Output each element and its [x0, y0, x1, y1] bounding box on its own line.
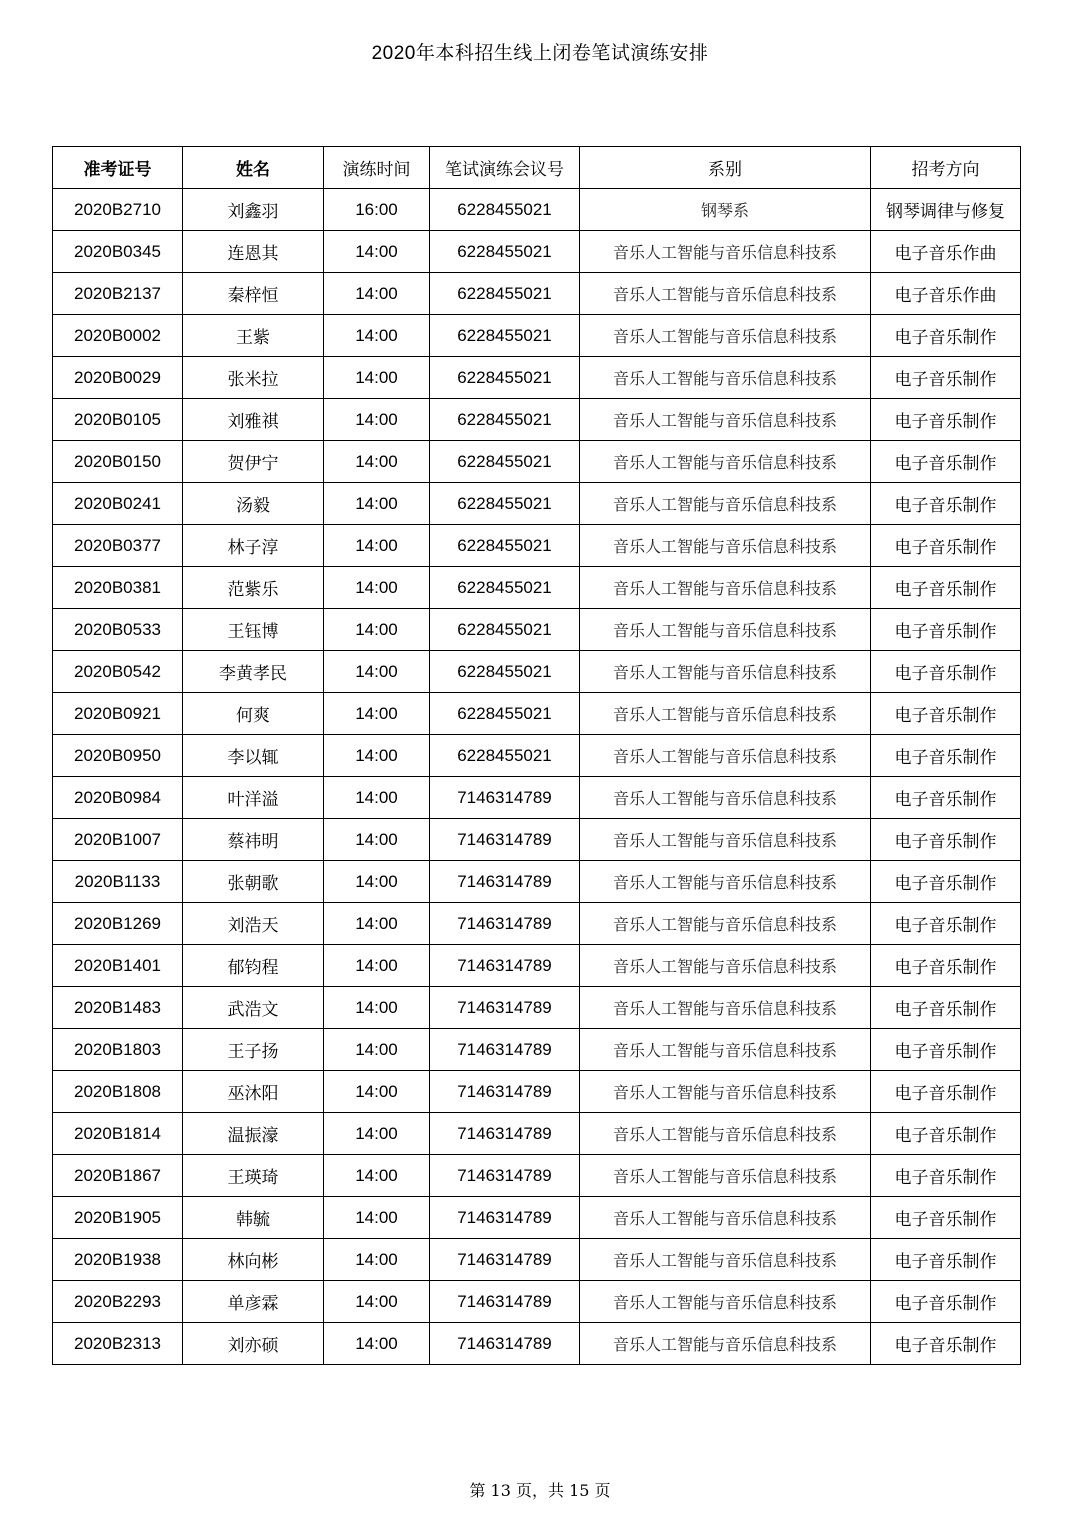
cell-time: 14:00: [324, 1239, 430, 1281]
cell-exam-id: 2020B1814: [53, 1113, 183, 1155]
cell-name: 林子淳: [183, 525, 324, 567]
cell-name: 刘浩天: [183, 903, 324, 945]
cell-major: 电子音乐制作: [871, 1239, 1021, 1281]
cell-meeting-id: 6228455021: [430, 651, 580, 693]
cell-meeting-id: 7146314789: [430, 861, 580, 903]
cell-department: 音乐人工智能与音乐信息科技系: [580, 357, 871, 399]
cell-name: 蔡祎明: [183, 819, 324, 861]
cell-time: 14:00: [324, 819, 430, 861]
cell-name: 韩毓: [183, 1197, 324, 1239]
table-row: [53, 231, 1021, 273]
cell-name: 李以辄: [183, 735, 324, 777]
header-department: 系别: [580, 147, 871, 189]
cell-time: 14:00: [324, 987, 430, 1029]
cell-time: 14:00: [324, 1029, 430, 1071]
cell-major: 电子音乐制作: [871, 525, 1021, 567]
table-row: [53, 777, 1021, 819]
header-meeting-id: 笔试演练会议号: [430, 147, 580, 189]
cell-exam-id: 2020B1269: [53, 903, 183, 945]
cell-meeting-id: 6228455021: [430, 525, 580, 567]
cell-department: 音乐人工智能与音乐信息科技系: [580, 1155, 871, 1197]
cell-major: 电子音乐制作: [871, 1281, 1021, 1323]
cell-department: 音乐人工智能与音乐信息科技系: [580, 1323, 871, 1365]
cell-name: 连恩其: [183, 231, 324, 273]
cell-meeting-id: 7146314789: [430, 1323, 580, 1365]
cell-time: 14:00: [324, 1113, 430, 1155]
cell-meeting-id: 6228455021: [430, 567, 580, 609]
page-number: 第 13 页，共 15 页: [469, 1481, 611, 1500]
page-title: 2020年本科招生线上闭卷笔试演练安排: [371, 43, 709, 64]
cell-name: 王子扬: [183, 1029, 324, 1071]
cell-department: 音乐人工智能与音乐信息科技系: [580, 651, 871, 693]
cell-exam-id: 2020B0029: [53, 357, 183, 399]
cell-name: 刘雅祺: [183, 399, 324, 441]
table-body: [53, 189, 1021, 1365]
cell-meeting-id: 7146314789: [430, 819, 580, 861]
cell-time: 14:00: [324, 693, 430, 735]
cell-major: 电子音乐制作: [871, 315, 1021, 357]
cell-exam-id: 2020B0345: [53, 231, 183, 273]
cell-exam-id: 2020B0105: [53, 399, 183, 441]
cell-major: 电子音乐制作: [871, 903, 1021, 945]
cell-exam-id: 2020B1803: [53, 1029, 183, 1071]
cell-department: 音乐人工智能与音乐信息科技系: [580, 273, 871, 315]
cell-department: 音乐人工智能与音乐信息科技系: [580, 987, 871, 1029]
cell-major: 电子音乐制作: [871, 483, 1021, 525]
table-row: [53, 609, 1021, 651]
table-row: [53, 189, 1021, 231]
cell-name: 武浩文: [183, 987, 324, 1029]
cell-time: 14:00: [324, 315, 430, 357]
cell-name: 巫沐阳: [183, 1071, 324, 1113]
table-row: [53, 819, 1021, 861]
cell-time: 14:00: [324, 945, 430, 987]
cell-major: 电子音乐制作: [871, 987, 1021, 1029]
cell-name: 刘亦硕: [183, 1323, 324, 1365]
cell-name: 单彦霖: [183, 1281, 324, 1323]
cell-department: 音乐人工智能与音乐信息科技系: [580, 693, 871, 735]
cell-time: 14:00: [324, 525, 430, 567]
cell-major: 电子音乐制作: [871, 441, 1021, 483]
cell-name: 李黄孝民: [183, 651, 324, 693]
cell-major: 电子音乐制作: [871, 1071, 1021, 1113]
cell-major: 电子音乐制作: [871, 693, 1021, 735]
cell-exam-id: 2020B0921: [53, 693, 183, 735]
cell-name: 汤毅: [183, 483, 324, 525]
cell-time: 14:00: [324, 357, 430, 399]
table-row: [53, 1113, 1021, 1155]
cell-time: 14:00: [324, 777, 430, 819]
cell-exam-id: 2020B1401: [53, 945, 183, 987]
cell-department: 音乐人工智能与音乐信息科技系: [580, 1113, 871, 1155]
cell-department: 音乐人工智能与音乐信息科技系: [580, 903, 871, 945]
cell-department: 音乐人工智能与音乐信息科技系: [580, 441, 871, 483]
cell-meeting-id: 7146314789: [430, 1197, 580, 1239]
cell-major: 电子音乐制作: [871, 651, 1021, 693]
cell-name: 王钰博: [183, 609, 324, 651]
cell-time: 14:00: [324, 609, 430, 651]
cell-name: 范紫乐: [183, 567, 324, 609]
table-row: [53, 1239, 1021, 1281]
cell-meeting-id: 7146314789: [430, 1155, 580, 1197]
cell-major: 电子音乐制作: [871, 1323, 1021, 1365]
cell-meeting-id: 7146314789: [430, 1281, 580, 1323]
cell-meeting-id: 6228455021: [430, 483, 580, 525]
cell-exam-id: 2020B0002: [53, 315, 183, 357]
cell-department: 音乐人工智能与音乐信息科技系: [580, 777, 871, 819]
cell-exam-id: 2020B0377: [53, 525, 183, 567]
cell-meeting-id: 6228455021: [430, 441, 580, 483]
cell-major: 电子音乐制作: [871, 861, 1021, 903]
cell-department: 音乐人工智能与音乐信息科技系: [580, 1029, 871, 1071]
table-row: [53, 1155, 1021, 1197]
cell-major: 钢琴调律与修复: [871, 189, 1021, 231]
cell-meeting-id: 6228455021: [430, 399, 580, 441]
table-row: [53, 525, 1021, 567]
cell-exam-id: 2020B1808: [53, 1071, 183, 1113]
cell-name: 张米拉: [183, 357, 324, 399]
cell-exam-id: 2020B1483: [53, 987, 183, 1029]
cell-department: 音乐人工智能与音乐信息科技系: [580, 567, 871, 609]
table-row: [53, 273, 1021, 315]
cell-time: 14:00: [324, 273, 430, 315]
table-row: [53, 1029, 1021, 1071]
cell-major: 电子音乐制作: [871, 1197, 1021, 1239]
cell-exam-id: 2020B0542: [53, 651, 183, 693]
table-row: [53, 945, 1021, 987]
cell-exam-id: 2020B0150: [53, 441, 183, 483]
cell-name: 温振濠: [183, 1113, 324, 1155]
cell-time: 14:00: [324, 567, 430, 609]
cell-exam-id: 2020B1905: [53, 1197, 183, 1239]
cell-department: 音乐人工智能与音乐信息科技系: [580, 525, 871, 567]
cell-exam-id: 2020B0381: [53, 567, 183, 609]
cell-meeting-id: 7146314789: [430, 1113, 580, 1155]
cell-department: 音乐人工智能与音乐信息科技系: [580, 609, 871, 651]
cell-exam-id: 2020B1007: [53, 819, 183, 861]
cell-department: 音乐人工智能与音乐信息科技系: [580, 1239, 871, 1281]
cell-name: 王瑛琦: [183, 1155, 324, 1197]
table-row: [53, 441, 1021, 483]
cell-exam-id: 2020B1133: [53, 861, 183, 903]
cell-major: 电子音乐制作: [871, 399, 1021, 441]
cell-exam-id: 2020B2293: [53, 1281, 183, 1323]
table-row: [53, 315, 1021, 357]
cell-department: 音乐人工智能与音乐信息科技系: [580, 231, 871, 273]
cell-major: 电子音乐制作: [871, 1113, 1021, 1155]
table-row: [53, 399, 1021, 441]
cell-meeting-id: 6228455021: [430, 735, 580, 777]
cell-time: 14:00: [324, 903, 430, 945]
cell-time: 14:00: [324, 399, 430, 441]
header-name: 姓名: [183, 147, 324, 189]
table-header-row: [53, 147, 1021, 189]
header-exam-id: 准考证号: [53, 147, 183, 189]
schedule-table: [52, 146, 1021, 1365]
cell-name: 王紫: [183, 315, 324, 357]
cell-name: 贺伊宁: [183, 441, 324, 483]
cell-time: 14:00: [324, 1323, 430, 1365]
cell-meeting-id: 6228455021: [430, 693, 580, 735]
table-row: [53, 357, 1021, 399]
header-major: 招考方向: [871, 147, 1021, 189]
cell-name: 郁钧程: [183, 945, 324, 987]
cell-meeting-id: 6228455021: [430, 315, 580, 357]
cell-time: 14:00: [324, 1155, 430, 1197]
cell-time: 14:00: [324, 735, 430, 777]
cell-major: 电子音乐制作: [871, 567, 1021, 609]
table-row: [53, 693, 1021, 735]
cell-time: 14:00: [324, 1071, 430, 1113]
cell-meeting-id: 7146314789: [430, 987, 580, 1029]
cell-department: 音乐人工智能与音乐信息科技系: [580, 945, 871, 987]
cell-exam-id: 2020B1938: [53, 1239, 183, 1281]
cell-exam-id: 2020B0241: [53, 483, 183, 525]
cell-major: 电子音乐作曲: [871, 273, 1021, 315]
cell-time: 14:00: [324, 483, 430, 525]
cell-major: 电子音乐制作: [871, 777, 1021, 819]
cell-meeting-id: 6228455021: [430, 231, 580, 273]
table-row: [53, 987, 1021, 1029]
cell-meeting-id: 7146314789: [430, 1029, 580, 1071]
cell-time: 14:00: [324, 231, 430, 273]
cell-time: 14:00: [324, 861, 430, 903]
cell-department: 音乐人工智能与音乐信息科技系: [580, 1071, 871, 1113]
table-row: [53, 861, 1021, 903]
cell-name: 何爽: [183, 693, 324, 735]
cell-department: 音乐人工智能与音乐信息科技系: [580, 315, 871, 357]
cell-major: 电子音乐作曲: [871, 231, 1021, 273]
cell-exam-id: 2020B0950: [53, 735, 183, 777]
table-row: [53, 735, 1021, 777]
cell-major: 电子音乐制作: [871, 735, 1021, 777]
cell-major: 电子音乐制作: [871, 1029, 1021, 1071]
cell-time: 14:00: [324, 651, 430, 693]
cell-name: 叶洋溢: [183, 777, 324, 819]
cell-major: 电子音乐制作: [871, 1155, 1021, 1197]
cell-exam-id: 2020B0533: [53, 609, 183, 651]
cell-time: 14:00: [324, 1281, 430, 1323]
cell-major: 电子音乐制作: [871, 609, 1021, 651]
cell-time: 14:00: [324, 1197, 430, 1239]
table-row: [53, 483, 1021, 525]
table-row: [53, 1197, 1021, 1239]
table-row: [53, 651, 1021, 693]
table-row: [53, 903, 1021, 945]
cell-exam-id: 2020B2137: [53, 273, 183, 315]
cell-meeting-id: 7146314789: [430, 1239, 580, 1281]
cell-meeting-id: 6228455021: [430, 357, 580, 399]
header-time: 演练时间: [324, 147, 430, 189]
cell-department: 音乐人工智能与音乐信息科技系: [580, 483, 871, 525]
cell-meeting-id: 7146314789: [430, 903, 580, 945]
cell-meeting-id: 6228455021: [430, 273, 580, 315]
cell-meeting-id: 6228455021: [430, 189, 580, 231]
cell-time: 16:00: [324, 189, 430, 231]
cell-department: 音乐人工智能与音乐信息科技系: [580, 399, 871, 441]
cell-department: 音乐人工智能与音乐信息科技系: [580, 1197, 871, 1239]
table-row: [53, 567, 1021, 609]
cell-department: 钢琴系: [580, 189, 871, 231]
cell-department: 音乐人工智能与音乐信息科技系: [580, 1281, 871, 1323]
cell-department: 音乐人工智能与音乐信息科技系: [580, 861, 871, 903]
cell-major: 电子音乐制作: [871, 945, 1021, 987]
cell-department: 音乐人工智能与音乐信息科技系: [580, 819, 871, 861]
cell-meeting-id: 7146314789: [430, 777, 580, 819]
cell-exam-id: 2020B1867: [53, 1155, 183, 1197]
cell-exam-id: 2020B2313: [53, 1323, 183, 1365]
table-row: [53, 1281, 1021, 1323]
cell-major: 电子音乐制作: [871, 357, 1021, 399]
cell-name: 秦梓恒: [183, 273, 324, 315]
cell-name: 张朝歌: [183, 861, 324, 903]
cell-name: 刘鑫羽: [183, 189, 324, 231]
cell-meeting-id: 7146314789: [430, 945, 580, 987]
cell-meeting-id: 7146314789: [430, 1071, 580, 1113]
cell-meeting-id: 6228455021: [430, 609, 580, 651]
cell-time: 14:00: [324, 441, 430, 483]
table-row: [53, 1071, 1021, 1113]
cell-exam-id: 2020B2710: [53, 189, 183, 231]
cell-major: 电子音乐制作: [871, 819, 1021, 861]
table-row: [53, 1323, 1021, 1365]
cell-department: 音乐人工智能与音乐信息科技系: [580, 735, 871, 777]
cell-exam-id: 2020B0984: [53, 777, 183, 819]
cell-name: 林向彬: [183, 1239, 324, 1281]
